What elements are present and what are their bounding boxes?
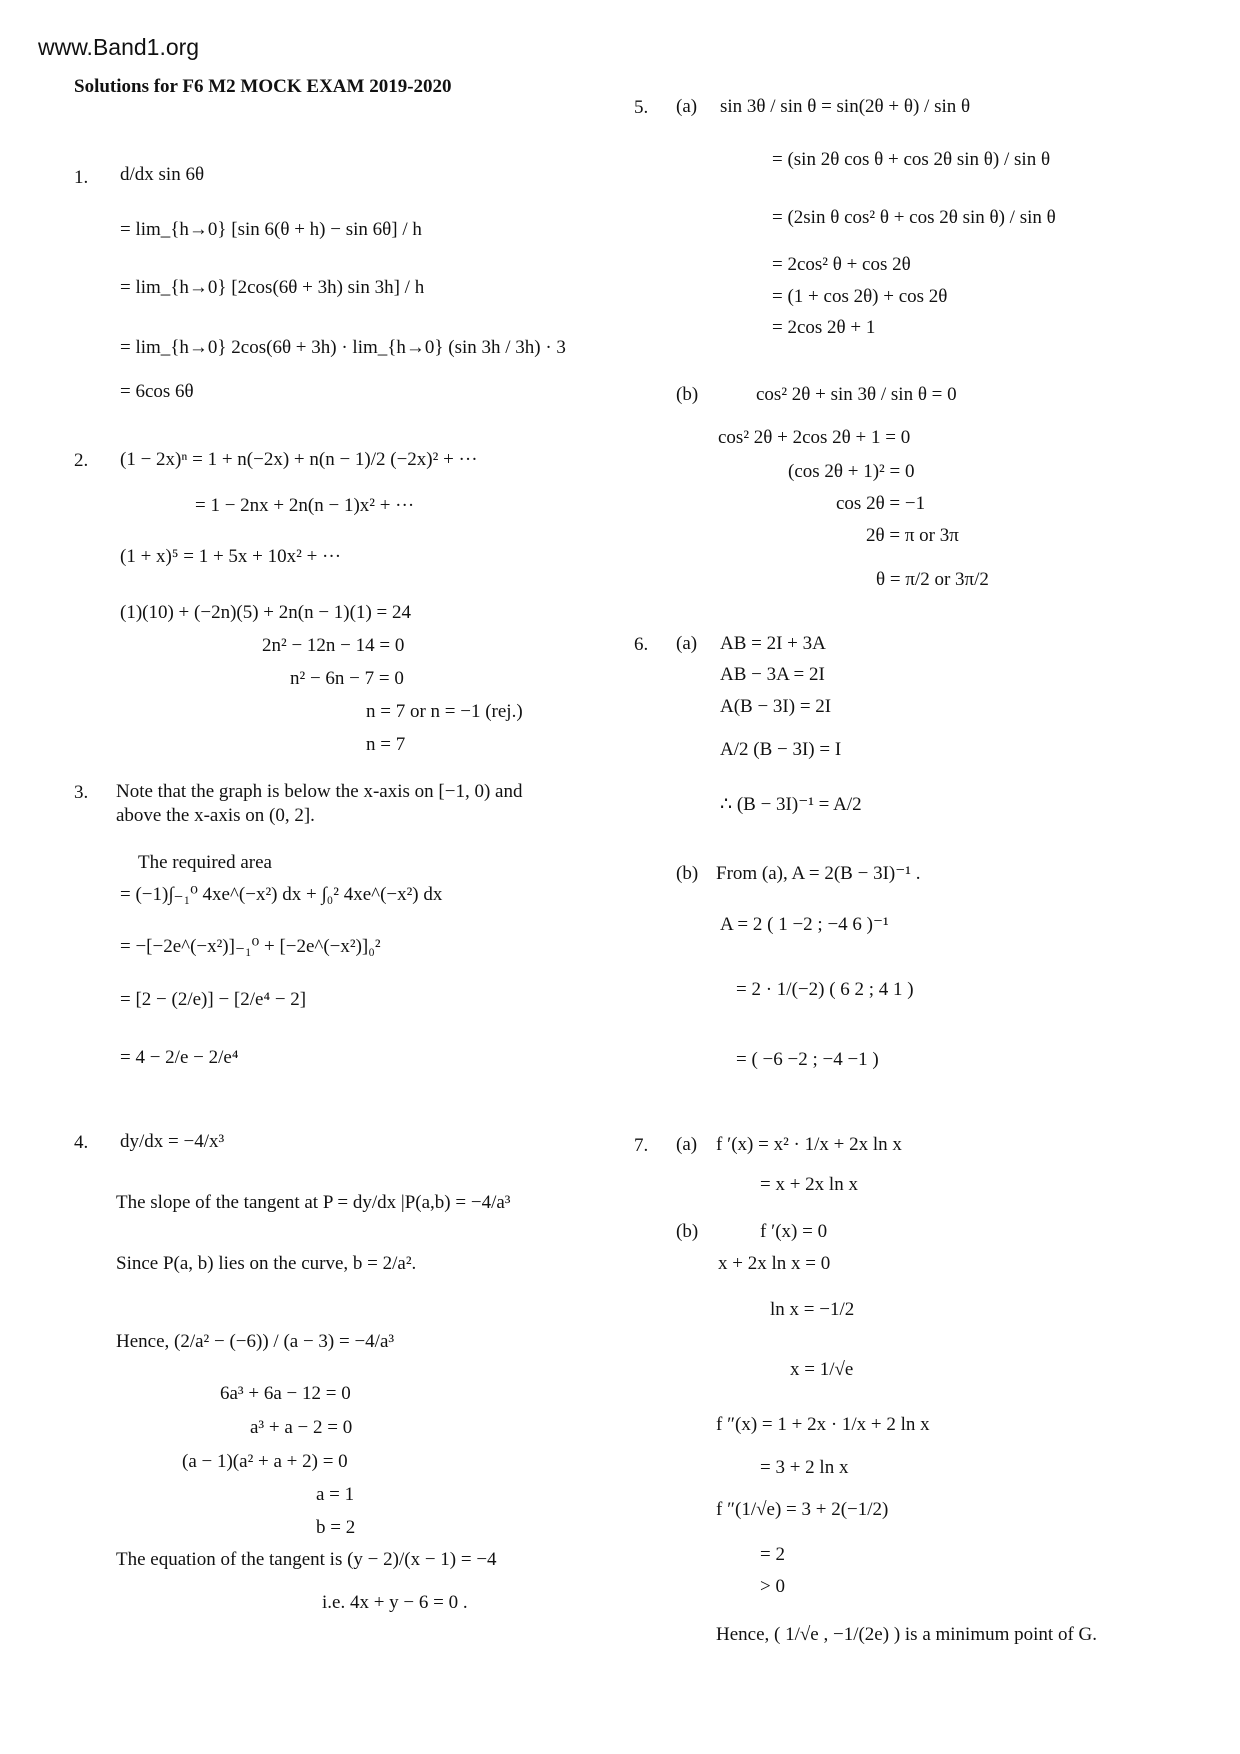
q3-line: = (−1)∫₋₁⁰ 4xe^(−x²) dx + ∫₀² 4xe^(−x²) dx	[120, 884, 443, 905]
page-title: Solutions for F6 M2 MOCK EXAM 2019-2020	[74, 76, 452, 97]
question-number: 2.	[74, 450, 89, 471]
q5a-line: = (2sin θ cos² θ + cos 2θ sin θ) / sin θ	[772, 207, 1056, 228]
q5b-line: cos² 2θ + sin 3θ / sin θ = 0	[756, 384, 957, 405]
q3-line: = [2 − (2/e)] − [2/e⁴ − 2]	[120, 989, 307, 1010]
q7b-line: Hence, ( 1/√e , −1/(2e) ) is a minimum point of G.	[716, 1624, 1098, 1645]
q7b-line: = 3 + 2 ln x	[760, 1457, 849, 1478]
q7b-line: x + 2x ln x = 0	[718, 1253, 831, 1274]
q5a-line: = (sin 2θ cos θ + cos 2θ sin θ) / sin θ	[772, 149, 1051, 170]
q4-line: dy/dx = −4/x³	[120, 1131, 225, 1152]
part-label: (b)	[676, 863, 699, 884]
q1-line: = lim_{h→0} 2cos(6θ + 3h) · lim_{h→0} (sin 3h / 3h) · 3	[120, 337, 566, 358]
q2-line: (1 + x)⁵ = 1 + 5x + 10x² + ···	[120, 546, 342, 567]
q1-line: = lim_{h→0} [sin 6(θ + h) − sin 6θ] / h	[120, 219, 422, 240]
q4-line: 6a³ + 6a − 12 = 0	[220, 1383, 351, 1404]
q3-note: Note that the graph is below the x-axis on [−1, 0) and	[116, 781, 523, 802]
q7b-line: > 0	[760, 1576, 785, 1597]
question-number: 7.	[634, 1135, 649, 1156]
q1-line: = 6cos 6θ	[120, 381, 194, 402]
q7b-line: f ′(x) = 0	[760, 1221, 828, 1242]
q7a-line: f ′(x) = x² · 1/x + 2x ln x	[716, 1134, 902, 1155]
q2-line: (1)(10) + (−2n)(5) + 2n(n − 1)(1) = 24	[120, 602, 412, 623]
q4-line: a³ + a − 2 = 0	[250, 1417, 353, 1438]
q3-line: = 4 − 2/e − 2/e⁴	[120, 1047, 239, 1068]
q3-line: The required area	[138, 852, 272, 873]
q5b-line: θ = π/2 or 3π/2	[876, 569, 989, 590]
q5b-line: cos 2θ = −1	[836, 493, 926, 514]
q7a-line: = x + 2x ln x	[760, 1174, 858, 1195]
question-number: 6.	[634, 634, 649, 655]
q1-line: = lim_{h→0} [2cos(6θ + 3h) sin 3h] / h	[120, 277, 425, 298]
q2-line: 2n² − 12n − 14 = 0	[262, 635, 405, 656]
q5b-line: cos² 2θ + 2cos 2θ + 1 = 0	[718, 427, 911, 448]
q4-line: i.e. 4x + y − 6 = 0 .	[322, 1592, 468, 1613]
question-number: 3.	[74, 782, 89, 803]
part-label: (a)	[676, 1134, 698, 1155]
part-label: (a)	[676, 96, 698, 117]
q6a-line: A/2 (B − 3I) = I	[720, 739, 842, 760]
q5a-line: = (1 + cos 2θ) + cos 2θ	[772, 286, 948, 307]
q1-line: d/dx sin 6θ	[120, 164, 205, 185]
q6b-line: = 2 · 1/(−2) ( 6 2 ; 4 1 )	[736, 979, 914, 1000]
q4-line: The slope of the tangent at P = dy/dx |P(a,b) = −4/a³	[116, 1192, 511, 1213]
q4-line: (a − 1)(a² + a + 2) = 0	[182, 1451, 348, 1472]
q4-line: b = 2	[316, 1517, 356, 1538]
q7b-line: x = 1/√e	[790, 1359, 854, 1380]
q6a-line: A(B − 3I) = 2I	[720, 696, 832, 717]
q2-line: n = 7 or n = −1 (rej.)	[366, 701, 523, 722]
q7b-line: f ″(1/√e) = 3 + 2(−1/2)	[716, 1499, 889, 1520]
question-number: 5.	[634, 97, 649, 118]
part-label: (a)	[676, 633, 698, 654]
q7b-line: = 2	[760, 1544, 785, 1565]
site-url[interactable]: www.Band1.org	[38, 34, 200, 60]
q6a-line: AB = 2I + 3A	[720, 633, 826, 654]
q2-line: (1 − 2x)ⁿ = 1 + n(−2x) + n(n − 1)/2 (−2x)² + ···	[120, 449, 478, 470]
q7b-line: ln x = −1/2	[770, 1299, 855, 1320]
part-label: (b)	[676, 384, 699, 405]
question-number: 4.	[74, 1132, 89, 1153]
q4-line: The equation of the tangent is (y − 2)/(x − 1) = −4	[116, 1549, 497, 1570]
q6b-line: = ( −6 −2 ; −4 −1 )	[736, 1049, 879, 1070]
q2-line: = 1 − 2nx + 2n(n − 1)x² + ···	[195, 495, 415, 516]
part-label: (b)	[676, 1221, 699, 1242]
q6b-line: A = 2 ( 1 −2 ; −4 6 )⁻¹	[720, 914, 889, 935]
q7b-line: f ″(x) = 1 + 2x · 1/x + 2 ln x	[716, 1414, 930, 1435]
q4-line: Hence, (2/a² − (−6)) / (a − 3) = −4/a³	[116, 1331, 395, 1352]
q5a-line: = 2cos 2θ + 1	[772, 317, 876, 338]
q6a-line: AB − 3A = 2I	[720, 664, 825, 685]
q6b-line: From (a), A = 2(B − 3I)⁻¹ .	[716, 863, 921, 884]
q4-line: Since P(a, b) lies on the curve, b = 2/a².	[116, 1253, 417, 1274]
q5b-line: (cos 2θ + 1)² = 0	[788, 461, 915, 482]
q5b-line: 2θ = π or 3π	[866, 525, 959, 546]
q3-note: above the x-axis on (0, 2].	[116, 805, 315, 826]
q5a-line: sin 3θ / sin θ = sin(2θ + θ) / sin θ	[720, 96, 971, 117]
q2-line: n² − 6n − 7 = 0	[290, 668, 404, 689]
q3-line: = −[−2e^(−x²)]₋₁⁰ + [−2e^(−x²)]₀²	[120, 936, 381, 957]
q5a-line: = 2cos² θ + cos 2θ	[772, 254, 911, 275]
q2-line: n = 7	[366, 734, 406, 755]
question-number: 1.	[74, 167, 89, 188]
q4-line: a = 1	[316, 1484, 355, 1505]
q6a-line: ∴ (B − 3I)⁻¹ = A/2	[720, 794, 862, 815]
